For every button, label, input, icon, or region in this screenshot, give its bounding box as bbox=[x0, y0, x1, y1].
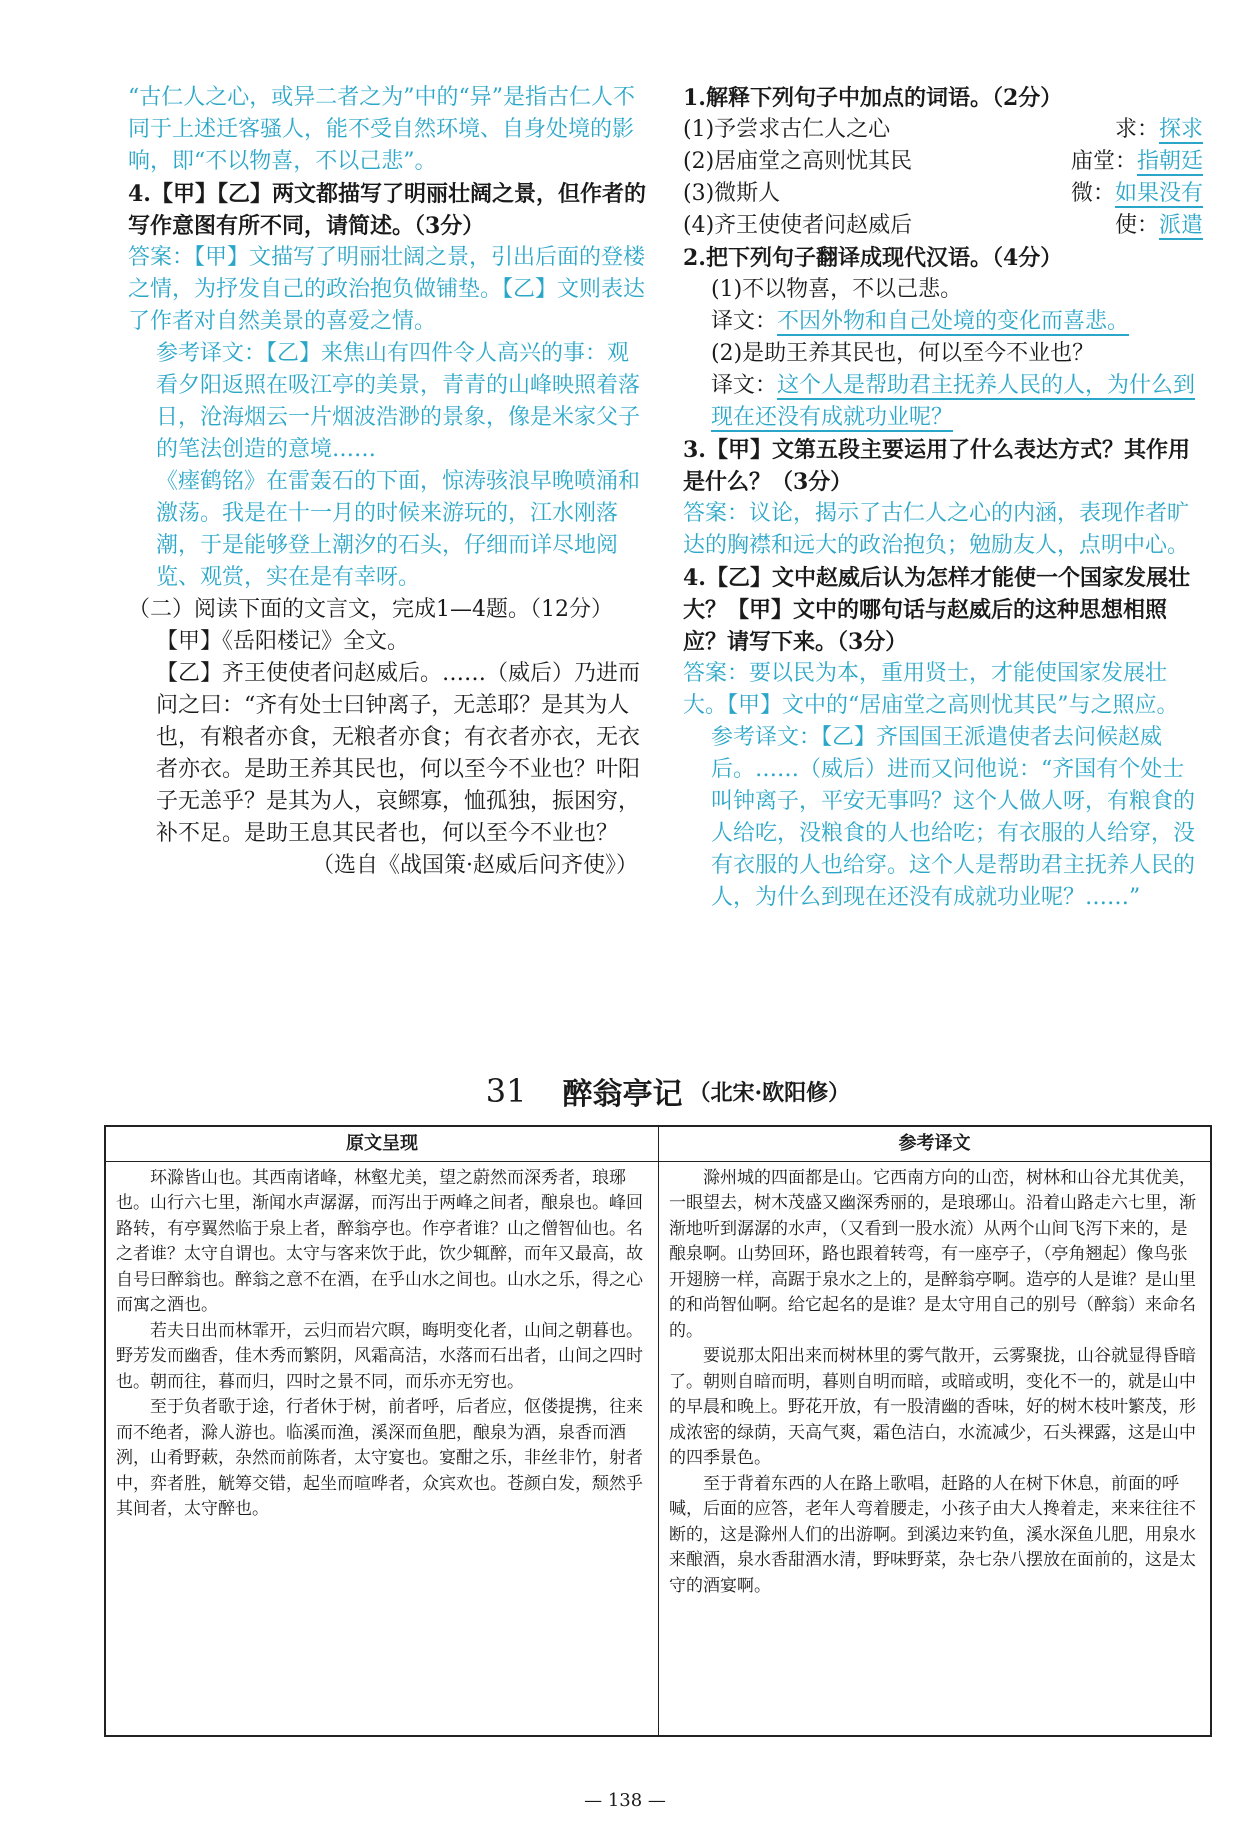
question-4-right-answer: 答案：要以民为本，重用贤士，才能使国家发展壮大。【甲】文中的“居庙堂之高则忧其民”与之照应。 bbox=[683, 661, 1179, 718]
lesson-title bbox=[128, 1062, 1208, 1120]
q1-answer: 派遣 bbox=[1158, 213, 1203, 238]
original-paragraph: 若夫日出而林霏开，云归而岩穴暝，晦明变化者，山间之朝暮也。野芳发而幽香，佳木秀而繁阴，风霜高洁，水落而石出者，山间之四时也。朝而往，暮而归，四时之景不同，而乐亦无穷也。 bbox=[116, 1320, 643, 1392]
original-paragraph: 至于负者歌于途，行者休于树，前者呼，后者应，伛偻提携，往来而不绝者，滁人游也。临溪而渔，溪深而鱼肥，酿泉为酒，泉香而酒洌，山肴野蔌，杂然而前陈者，太守宴也。宴酣之乐，非丝非竹，射者中，弈者胜，觥筹交错，起坐而喧哗者，众宾欢也。苍颜白发，颓然乎其间者，太守醉也。 bbox=[116, 1397, 643, 1519]
q2-sentence-1: (1)不以物喜，不以己悲。 bbox=[711, 277, 963, 302]
q2-answer-1: 不因外物和自己处境的变化而喜悲。 bbox=[777, 309, 1130, 334]
q1-answer: 探求 bbox=[1158, 117, 1203, 142]
q1-word: 使： bbox=[1114, 213, 1159, 238]
q1-item bbox=[683, 114, 1203, 146]
original-text-column bbox=[106, 1127, 658, 1735]
question-4-answer: 答案：【甲】文描写了明丽壮阔之景，引出后面的登楼之情，为抒发自己的政治抱负做铺垫。【乙】文则表达了作者对自然美景的喜爱之情。 bbox=[128, 245, 646, 334]
q2-answer-label: 译文： bbox=[711, 309, 778, 334]
q1-sentence: (1)予尝求古仁人之心 bbox=[683, 117, 891, 142]
q1-sentence: (4)齐王使使者问赵威后 bbox=[683, 213, 913, 238]
q1-answer: 如果没有 bbox=[1114, 181, 1203, 206]
q1-answer: 指朝廷 bbox=[1136, 149, 1203, 174]
passage-source: （选自《战国策·赵威后问齐使》） bbox=[312, 853, 638, 878]
translation-paragraph: 要说那太阳出来而树林里的雾气散开，云雾聚拢，山谷就显得昏暗了。朝则自暗而明，暮则自明而暗，或暗或明，变化不一的，就是山中的早晨和晚上。野花开放，有一股清幽的香味，好的树木枝叶繁茂，形成浓密的绿荫，天高气爽，霜色洁白，水流减少，石头裸露，这是山中的四季景色。 bbox=[669, 1346, 1196, 1468]
q1-item bbox=[683, 210, 1203, 242]
translation-header: 参考译文 bbox=[659, 1127, 1210, 1162]
original-header: 原文呈现 bbox=[106, 1127, 658, 1162]
translation-paragraph: 至于背着东西的人在路上歌唱，赶路的人在树下休息，前面的呼喊，后面的应答，老年人弯着腰走，小孩子由大人搀着走，来来往往不断的，这是滁州人们的出游啊。到溪边来钓鱼，溪水深鱼儿肥，用泉水来酿酒，泉水香甜酒水清，野味野菜，杂七杂八摆放在面前的，这是太守的酒宴啊。 bbox=[669, 1473, 1196, 1596]
q2-answer-2: 这个人是帮助君主抚养人民的人，为什么到现在还没有成就功业呢？ bbox=[711, 373, 1196, 430]
page-number: — 138 — bbox=[584, 1790, 666, 1811]
translation-column bbox=[658, 1127, 1210, 1735]
lesson-number: 31 bbox=[485, 1072, 527, 1110]
q2-sentence-2: (2)是助王养其民也，何以至今不业也？ bbox=[711, 341, 1095, 366]
original-paragraph: 环滁皆山也。其西南诸峰，林壑尤美，望之蔚然而深秀者，琅琊也。山行六七里，渐闻水声潺潺，而泻出于两峰之间者，酿泉也。峰回路转，有亭翼然临于泉上者，醉翁亭也。作亭者谁？山之僧智仙也。名之者谁？太守自谓也。太守与客来饮于此，饮少辄醉，而年又最高，故自号曰醉翁也。醉翁之意不在酒，在乎山水之间也。山水之乐，得之心而寓之酒也。 bbox=[116, 1167, 643, 1315]
question-4-left: 4.【甲】【乙】两文都描写了明丽壮阔之景，但作者的写作意图有所不同，请简述。（3分） bbox=[128, 181, 646, 239]
question-3-answer: 答案：议论，揭示了古仁人之心的内涵，表现作者旷达的胸襟和远大的政治抱负；勉励友人，点明中心。 bbox=[683, 501, 1190, 558]
q1-word: 庙堂： bbox=[1070, 149, 1137, 174]
q2-answer-label: 译文： bbox=[711, 373, 778, 398]
passage-yi: 【乙】齐王使使者问赵威后。……（威后）乃进而问之曰：“齐有处士曰钟离子，无恙耶？是其为人也，有粮者亦食，无粮者亦食；有衣者亦衣，无衣者亦衣。是助王养其民也，何以至今不业也？叶阳子无恙乎？是其为人，哀鳏寡，恤孤独，振困穷，补不足。是助王息其民者也，何以至今不业也？ bbox=[156, 661, 641, 846]
lesson-name: 醉翁亭记 bbox=[562, 1077, 683, 1112]
reference-translation-2: 《瘗鹤铭》在雷轰石的下面，惊涛骇浪早晚喷涌和激荡。我是在十一月的时候来游玩的，江水刚落潮，于是能够登上潮汐的石头，仔细而详尽地阅览、观赏，实在是有幸呀。 bbox=[156, 469, 641, 590]
q1-sentence: (2)居庙堂之高则忧其民 bbox=[683, 149, 913, 174]
question-2: 2.把下列句子翻译成现代汉语。（4分） bbox=[683, 245, 1063, 271]
passage-jia: 【甲】《岳阳楼记》全文。 bbox=[156, 629, 410, 654]
comparison-table bbox=[104, 1125, 1212, 1737]
q1-sentence: (3)微斯人 bbox=[683, 181, 781, 206]
right-reference-translation: 参考译文：【乙】齐国国王派遣使者去问候赵威后。……（威后）进而又问他说：“齐国有个处士叫钟离子，平安无事吗？这个人做人呀，有粮食的人给吃，没粮食的人也给吃；有衣服的人给穿，没有衣服的人也给穿。这个人是帮助君主抚养人民的人，为什么到现在还没有成就功业呢？……” bbox=[711, 725, 1196, 910]
left-column bbox=[128, 82, 648, 882]
q1-item bbox=[683, 178, 1203, 210]
q1-item bbox=[683, 146, 1203, 178]
q1-word: 求： bbox=[1114, 117, 1159, 142]
q1-word: 微： bbox=[1070, 181, 1115, 206]
right-column bbox=[683, 82, 1203, 914]
previous-answer: “古仁人之心，或异二者之为”中的“异”是指古仁人不同于上述迁客骚人，能不受自然环境、自身处境的影响，即“不以物喜，不以己悲”。 bbox=[128, 85, 635, 174]
question-1: 1.解释下列句子中加点的词语。（2分） bbox=[683, 85, 1063, 111]
lesson-author: （北宋·欧阳修） bbox=[688, 1079, 851, 1106]
question-3: 3.【甲】文第五段主要运用了什么表达方式？其作用是什么？（3分） bbox=[683, 437, 1190, 495]
section-2-heading: （二）阅读下面的文言文，完成1—4题。（12分） bbox=[128, 597, 613, 622]
reference-translation: 参考译文：【乙】来焦山有四件令人高兴的事：观看夕阳返照在吸江亭的美景，青青的山峰映照着落日，沧海烟云一片烟波浩渺的景象，像是米家父子的笔法创造的意境…… bbox=[156, 341, 641, 462]
question-4-right: 4.【乙】文中赵威后认为怎样才能使一个国家发展壮大？【甲】文中的哪句话与赵威后的这种思想相照应？请写下来。（3分） bbox=[683, 565, 1190, 655]
translation-paragraph: 滁州城的四面都是山。它西南方向的山峦，树林和山谷尤其优美，一眼望去，树木茂盛又幽深秀丽的，是琅琊山。沿着山路走六七里，渐渐地听到潺潺的水声，（又看到一股水流）从两个山间飞泻下来的，是酿泉啊。山势回环，路也跟着转弯，有一座亭子，（亭角翘起）像鸟张开翅膀一样，高踞于泉水之上的，是醉翁亭啊。造亭的人是谁？是山里的和尚智仙啊。给它起名的是谁？是太守用自己的别号（醉翁）来命名的。 bbox=[669, 1167, 1196, 1341]
